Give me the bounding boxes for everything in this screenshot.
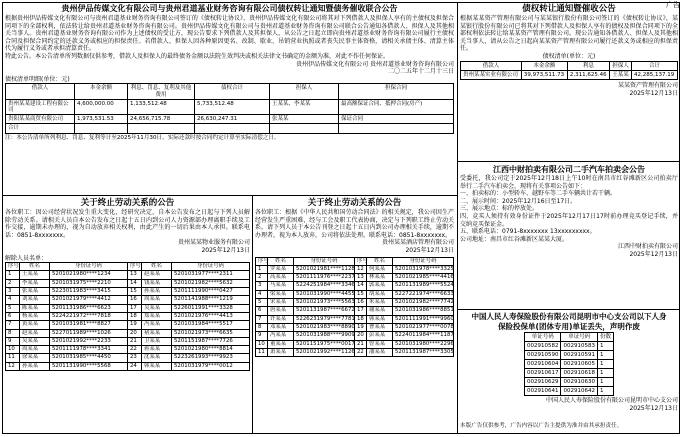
cell: 5201021973****5563 [294,299,355,307]
header-cell: 份数 [597,333,613,342]
cell: 孙某某 [142,288,172,296]
cell: 5224251984****3346 [294,282,355,290]
cell: 6 [256,307,268,315]
table-row [256,299,454,307]
cell: 002910617 [524,369,561,378]
cell: 23 [128,354,142,362]
ad-label: 广告 [666,1,680,9]
cell: 1 [597,360,613,369]
cell: 韩某某 [142,362,172,370]
cell: 5201141988****1219 [172,296,250,304]
auction-notice [460,164,678,308]
right-mid-title: 江西中财拍卖有限公司二手汽车拍卖会公告 [493,165,645,174]
right-mid-item: 四、竞买人须持有效身份证件于2025年12月17日17时前办理竞买登记手续，并交纳竞买保证金。 [460,212,678,228]
cell: 5227221974****6633 [393,290,454,298]
cell: 贵州某某实业有限公司 [461,70,522,79]
notice-a-title: 关于终止劳动关系的公告 [80,198,175,208]
table-row [6,312,250,320]
right-mid-item: 二、展示时间：2025年12月16日至17日。 [460,197,577,205]
header-cell: 序号 [128,263,142,271]
cell: 11 [6,354,20,362]
cell: 蒋某某 [142,346,172,354]
cell: 1 [597,369,613,378]
cell: 18 [128,312,142,320]
cell [270,124,339,133]
header-cell: 合计 [632,61,678,70]
cell: 贵州某某建设工程有限公司 [6,99,75,114]
cell: 13 [128,271,142,279]
main-notice-date: 二〇二五年十二月十三日 [387,68,454,76]
cell: 5201031981****8827 [50,321,128,329]
cell: 5201021981****1128 [294,265,355,273]
cell: 5201021980****8814 [172,346,250,354]
cell: 5201031979****0012 [172,362,250,370]
table-row [524,342,613,351]
cell: 贵阳某某商贸有限公司 [6,115,75,124]
lost-document-notice [460,312,678,432]
column-divider [457,3,458,433]
table-header-row [6,263,250,271]
cell: 沈某某 [142,354,172,362]
cell: 10 [6,346,20,354]
cell: 谢某某 [367,307,393,315]
cell: 彭某某 [367,332,393,340]
cell: 22 [128,346,142,354]
cell: 吴某某 [20,337,50,345]
header-cell: 担保人 [270,84,339,99]
table-row [6,115,454,124]
right-top-table [460,61,678,80]
header-cell: 担保人 [610,61,632,70]
main-notice-table [5,83,454,133]
right-mid-sign: 江西中财拍卖有限公司 [617,243,678,251]
table-row [524,387,613,396]
cell: 3 [6,288,20,296]
table-row [461,70,678,79]
cell: 邓某某 [268,323,294,331]
table-row [6,346,250,354]
cell: 26,630,247.31 [195,115,270,124]
cell: 5201031977****2311 [172,271,250,279]
cell: 6 [6,312,20,320]
header-cell: 序号 [355,257,367,265]
right-top-body: 根据某某资产管理有限公司与某某银行股份有限公司签订的《债权转让协议》，某某银行股份有限公司已将其对下列借款人及担保人享有的债权及担保合同项下的全部权利依法转让给某某资产管理有限公司。现公告通知各借款人、担保人及其他相关当事人，请从公告之日起向某某资产管理有限公司履行还款义务或相应的担保责任。 [460,15,678,53]
cell: 孙某某 [20,362,50,370]
header-cell: 身份证号码 [393,257,454,265]
notice-b-sign: 贵州某某酒店管理有限公司 [381,239,454,247]
cell: 12 [355,265,367,273]
notice-a-body: 各位职工：因公司经营状况发生重大变化，经研究决定，自本公告发布之日起与下列人员解除劳动关系。请相关人员自本公告发布之日起十五日内到公司人力资源部办理离职手续及工作交接，逾期未办理的，视为自动放弃相关权利，由此产生的一切后果由本人承担。联系电话：0851-8xxxxxxx。 [5,209,250,239]
cell: 1 [597,387,613,396]
cell: 5201111976****2237 [294,274,355,282]
header-cell: 序号 [256,257,268,265]
main-notice-body: 根据贵州伊品传媒文化有限公司与贵州君道基业财务咨询有限公司签订的《债权转让协议》，贵州伊品传媒文化有限公司将其对下列借款人及担保人享有的主债权及担保合同项下的全部权利，依法转让给贵州君道基业财务咨询有限公司。贵州伊品传媒文化有限公司与贵州君道基业财务咨询有限公司联合公告通知各借款人、担保人及其他相关当事人。贵州君道基业财务咨询有限公司作为上述债权的受让方，现公告要求下列借款人及其担保人，从公告之日起立即向贵州君道基业财务咨询有限公司履行主债权合同及担保合同约定的还款义务或相应的担保责任。若借款人、担保人因各种原因更名、改制、歇业、吊销营业执照或者丧失民事主体资格，请相关承债主体、清算主体代为履行义务或者承担清算责任。 [5,15,454,53]
header-cell: 利息、罚息、复利及其他费用 [128,84,195,99]
table-row [6,288,250,296]
cell: 002910583 [561,342,598,351]
cell: 韩某某 [367,315,393,323]
cell: 潘某某 [367,348,393,356]
cell: 5201031985****4450 [50,354,128,362]
notice-a-date: 2025年12月13日 [201,246,250,254]
cell: 4,600,000.00 [75,99,128,114]
header-cell: 单证号码 [561,333,598,342]
cell: 5201031975****2210 [50,279,128,287]
table-row [256,340,454,348]
cell: 16 [355,299,367,307]
header-cell: 身份证号码 [50,263,128,271]
notice-b-body: 各位职工：根据《中华人民共和国劳动合同法》的相关规定，我公司因生产经营发生严重困难，经与工会及职工代表协商，决定与下列职工终止劳动关系。请下列人员于本公告刊登之日起十五日内到公司办理相关手续，逾期不办理者，视为本人放弃，公司将依法处理。联系电话：0851-8xxxxxxx。 [255,209,454,239]
cell: 13 [355,274,367,282]
table-row [6,354,250,362]
cell: 5223261993****9923 [172,354,250,362]
cell: 2 [256,274,268,282]
header-cell: 姓名 [142,263,172,271]
cell: 5227011989****1026 [50,329,128,337]
termination-notice-a [5,198,250,432]
right-mid-item: 五、联系电话：0791-8xxxxxxx 13xxxxxxxxx。 [460,228,596,236]
cell: 15 [355,290,367,298]
cell: 1 [256,265,268,273]
cell: 郭某某 [367,282,393,290]
cell: 周某某 [142,296,172,304]
header-cell: 本金余额 [521,61,567,70]
notice-a-table [5,262,250,371]
cell: 5 [256,299,268,307]
cell: 5201021977****0078 [393,323,454,331]
table-row [256,315,454,323]
cell: 刘某某 [20,296,50,304]
cell: 5201021980****1234 [50,271,128,279]
table-header-row [461,61,678,70]
cell: 唐某某 [268,307,294,315]
cell: 王某某 [20,271,50,279]
right-bottom-table [524,332,614,396]
cell: 罗某某 [268,265,294,273]
right-mid-item: 一、拍卖标的：小型轿车、越野车等二手车辆共计若干辆。 [460,190,617,198]
cell: 24,656,715.78 [128,115,195,124]
cell: 5201131989****5524 [393,282,454,290]
cell: 王某某、李某某 [270,99,339,114]
cell: 002910591 [561,351,598,360]
cell: 5224221972****7818 [50,312,128,320]
cell: 冯某某 [142,321,172,329]
table-row [256,348,454,356]
cell: 5201131986****6623 [50,304,128,312]
right-mid-item: 公司地址：南昌市红谷滩新区某某大厦。 [460,235,569,243]
cell: 曾某某 [367,340,393,348]
table-header-row [524,333,613,342]
cell: 17 [128,304,142,312]
header-cell: 借款人 [6,84,75,99]
table-row [256,290,454,298]
cell: 宋某某 [268,299,294,307]
cell: 5201031988****9909 [294,332,355,340]
cell: 5201021973****6635 [172,329,250,337]
cell: 1 [597,342,613,351]
cell: 17 [355,307,367,315]
table-row [6,99,454,114]
main-notice-list-label: 债权清单明细(单位：元) [5,75,70,83]
cell: 梁某某 [268,290,294,298]
cell: 5201031978****3325 [393,265,454,273]
right-bottom-sign: 中国人民人寿保险股份有限公司昆明市中心支公司 [545,397,678,404]
column-divider [252,196,253,433]
cell: 5201021976****4413 [172,312,250,320]
cell [128,124,195,133]
main-notice-signers: 贵州伊品传媒文化有限公司 贵州君道基业财务咨询有限公司 [296,60,454,68]
header-cell: 本金余额 [75,84,128,99]
main-notice-body2: 特此公告。本公告清单所列数据仅供参考，借款人及担保人的最终债务金额以法院生效判决或相关法律文书确定的金额为准，对此不作任何保证。 [5,52,390,60]
cell: 2 [6,279,20,287]
right-mid-item: 三、展示地点：标的停放处。 [460,205,539,213]
header-cell: 序号 [6,263,20,271]
cell: 5226011991****3328 [172,304,250,312]
table-header-row [6,84,454,99]
notice-a-table-body [6,263,250,371]
cell: 林某某 [367,274,393,282]
notice-b-title: 关于终止劳动关系的公告 [307,198,402,208]
cell: 5226231979****7781 [294,315,355,323]
section-divider [3,195,457,196]
cell: 14 [128,279,142,287]
cell: 15 [128,288,142,296]
cell: 赵某某 [142,271,172,279]
cell: 7 [256,315,268,323]
right-mid-date: 2025年12月13日 [629,250,678,258]
cell: 10 [256,340,268,348]
right-bottom-table-body [524,333,613,396]
cell: 褚某某 [142,329,172,337]
cell: 钱某某 [142,279,172,287]
notice-b-table-body [256,257,454,357]
cell: 王某某 [610,70,632,79]
table-row [256,282,454,290]
cell: 冯某某 [268,332,294,340]
table-row [6,124,454,133]
cell: 002910641 [524,387,561,396]
cell: 5201031980****2296 [393,340,454,348]
cell: 5201111991****9960 [393,315,454,323]
right-mid-body: 受委托，我公司定于2025年12月18日上午10时在南昌市红谷滩新区公司拍卖厅举行二手汽车拍卖会，现将有关事项公告如下： [460,175,678,190]
header-cell: 姓名 [268,257,294,265]
section-divider [458,309,679,310]
cell: 5201021992****2233 [50,337,128,345]
cell: 胡某某 [367,290,393,298]
cell [75,124,128,133]
cell: 11 [256,348,268,356]
cell: 9 [6,337,20,345]
header-cell: 担保合同 [339,84,454,99]
cell: 20 [355,332,367,340]
cell: 5201021979****4412 [50,296,128,304]
right-top-sign: 某某资产管理有限公司 [617,81,678,89]
cell: 郑某某 [142,312,172,320]
cell: 5201151987****7726 [172,337,250,345]
header-cell: 利息 [567,61,609,70]
cell: 5,733,512.48 [195,99,270,114]
table-row [6,337,250,345]
cell: 002910642 [561,387,598,396]
right-bottom-date: 2025年12月13日 [629,404,678,412]
right-top-title: 债权转让通知暨催收公告 [522,4,616,14]
table-row [524,360,613,369]
table-row [524,369,613,378]
notice-a-sign: 贵州某某物业服务有限公司 [177,239,250,247]
right-top-list-label: 债权清单(单位：元) [542,52,596,60]
cell: 5201021982****7742 [393,299,454,307]
cell: 周某某 [20,346,50,354]
cell: 16 [128,296,142,304]
table-row [6,296,250,304]
cell: 7 [6,321,20,329]
debt-transfer-notice [460,4,678,160]
cell: 1,973,531.53 [75,115,128,124]
table-row [6,304,250,312]
cell: 18 [355,315,367,323]
table-row [524,378,613,387]
cell: 保证合同 [339,115,454,124]
table-row [256,274,454,282]
cell: 李某某 [20,279,50,287]
header-cell: 借款人 [461,61,522,70]
table-row [524,351,613,360]
cell: 22 [355,348,367,356]
cell: 5201131987****6672 [294,307,355,315]
header-cell: 单证号码 [524,333,561,342]
notice-b-table [255,257,454,358]
header-cell: 身份证号码 [172,263,250,271]
cell: 张某某 [270,115,339,124]
cell: 9 [256,332,268,340]
cell: 002910618 [561,369,598,378]
section-divider [458,161,679,162]
cell: 张某某 [20,288,50,296]
cell: 5201031986****8851 [393,307,454,315]
cell: 4 [256,290,268,298]
cell [195,124,270,133]
cell: 5201111978****3341 [50,346,128,354]
main-notice-title: 贵州伊品传媒文化有限公司与贵州君道基业财务咨询有限公司债权转让通知暨债务催收联合公告 [61,4,398,13]
table-row [256,323,454,331]
cell: 高某某 [268,274,294,282]
cell [339,124,454,133]
table-row [256,332,454,340]
table-row [6,271,250,279]
main-notice-footnote: 注：本公告清单所列利息、罚息、复利等计至2025年11月30日，实际还款时按合同约定计算至实际清偿之日。 [5,134,280,141]
cell: 1 [597,378,613,387]
header-cell: 姓名 [20,263,50,271]
cell: 20 [128,329,142,337]
cell: 朱某某 [367,299,393,307]
main-notice [5,4,454,194]
right-bottom-title: 中国人民人寿保险股份有限公司昆明市中心支公司以下人身保险投保单(团体专用)单证丢失，声明作废 [471,312,667,331]
termination-notice-b [255,198,454,432]
table-header-row [256,257,454,265]
cell: 陈某某 [20,304,50,312]
cell: 5201111990****0427 [172,288,250,296]
header-cell: 姓名 [367,257,393,265]
right-top-date: 2025年12月13日 [629,89,678,97]
header-cell: 债权合计 [195,84,270,99]
cell: 002910604 [524,360,561,369]
cell: 5201021992****1126 [294,348,355,356]
cell: 5201151975****0017 [294,340,355,348]
cell: 马某某 [268,282,294,290]
cell: 002910629 [524,378,561,387]
cell: 19 [355,323,367,331]
cell: 吴某某 [142,304,172,312]
cell: 1 [597,351,613,360]
cell: 卫某某 [142,337,172,345]
cell: 24 [128,362,142,370]
cell: 5 [6,304,20,312]
cell: 4 [6,296,20,304]
cell: 徐某某 [20,354,50,362]
cell: 5201021982****5632 [172,279,250,287]
cell: 5201021983****8890 [294,323,355,331]
notice-b-date: 2025年12月13日 [405,246,454,254]
footer-note: 本版广告仅供参考，广告内容以广告主提供为准并由其承担责任。 [460,423,623,430]
cell: 8 [256,323,268,331]
cell: 曹某某 [367,323,393,331]
cell: 1,133,512.48 [128,99,195,114]
cell: 何某某 [367,265,393,273]
cell: 1 [6,271,20,279]
cell: 39,973,511.73 [521,70,567,79]
cell: 黄某某 [20,321,50,329]
cell: 5201031984****5517 [172,321,250,329]
table-row [256,307,454,315]
cell: 5201131987****3305 [393,348,454,356]
header-cell: 身份证号码 [294,257,355,265]
cell: 5223011983****3415 [50,288,128,296]
table-row [6,329,250,337]
cell: 002910605 [561,360,598,369]
cell: 12 [6,362,20,370]
cell: 2,311,625.46 [567,70,609,79]
table-row [256,265,454,273]
table-row [6,321,250,329]
cell: 21 [128,337,142,345]
cell: 19 [128,321,142,329]
cell: 赵某某 [20,329,50,337]
cell: 最高额保证合同、抵押合同(房产) [339,99,454,114]
cell: 5201031990****4455 [294,290,355,298]
cell: 5201131990****5568 [50,362,128,370]
cell: 002910590 [524,351,561,360]
cell: 5201021985****4416 [393,274,454,282]
cell: 许某某 [268,315,294,323]
table-row [6,362,250,370]
table-row [6,279,250,287]
cell: 3 [256,282,268,290]
cell: 21 [355,340,367,348]
cell: 002910630 [561,378,598,387]
notice-a-list-label: 解除人员名单： [5,254,48,262]
cell: 14 [355,282,367,290]
cell: 杨某某 [20,312,50,320]
cell: 董某某 [268,340,294,348]
cell: 42,285,137.19 [632,70,678,79]
cell: 合计 [6,124,75,133]
cell: 萧某某 [268,348,294,356]
cell: 8 [6,329,20,337]
cell: 5224011984****1187 [393,332,454,340]
cell: 002910582 [524,342,561,351]
